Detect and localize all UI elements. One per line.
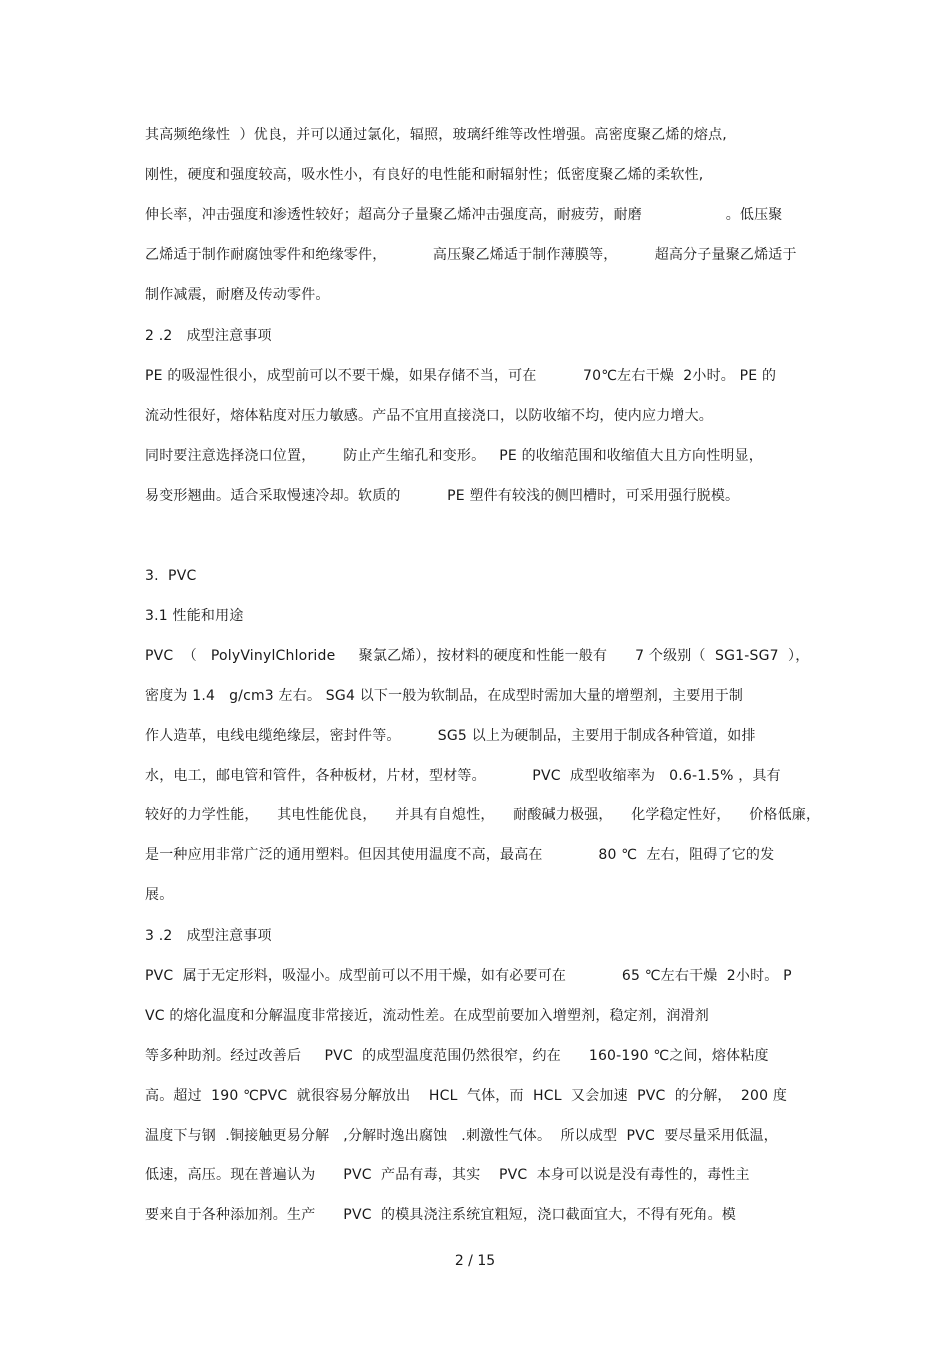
text-line: 等多种助剂。经过改善后 PVC 的成型温度范围仍然很窄，约在 160-190 ℃之间，熔体粘度: [145, 1048, 769, 1064]
text-line: 同时要注意选择浇口位置， 防止产生缩孔和变形。 PE 的收缩范围和收缩值大且方向性明显，: [145, 448, 763, 464]
section-heading: 3 .2 成型注意事项: [145, 928, 272, 944]
text-line: 易变形翘曲。适合采取慢速冷却。软质的 PE 塑件有较浅的侧凹槽时，可采用强行脱模。: [145, 488, 740, 504]
text-line: VC 的熔化温度和分解温度非常接近，流动性差。在成型前要加入增塑剂，稳定剂，润滑剂: [145, 1008, 710, 1024]
text-line: PE 的吸湿性很小，成型前可以不要干燥，如果存储不当，可在 70℃左右干燥 2小时。 PE 的: [145, 368, 777, 384]
text-line: 其高频绝缘性 ）优良，并可以通过氯化，辐照，玻璃纤维等改性增强。高密度聚乙烯的熔点,: [145, 127, 727, 143]
text-line: 水，电工，邮电管和管件，各种板材，片材，型材等。 PVC 成型收缩率为 0.6-1.5% ，具有: [145, 768, 781, 784]
text-line: PVC 属于无定形料，吸湿小。成型前可以不用干燥，如有必要可在 65 ℃左右干燥 2小时。 P: [145, 968, 792, 984]
text-line: 是一种应用非常广泛的通用塑料。但因其使用温度不高，最高在 80 ℃ 左右，阻碍了它的发: [145, 847, 775, 863]
text-line: 伸长率，冲击强度和渗透性较好；超高分子量聚乙烯冲击强度高，耐疲劳，耐磨 。低压聚: [145, 207, 783, 223]
chapter-heading: 3. PVC: [145, 568, 197, 584]
text-line: 制作减震，耐磨及传动零件。: [145, 287, 330, 303]
text-line: 要来自于各种添加剂。生产 PVC 的模具浇注系统宜粗短，浇口截面宜大，不得有死角。模: [145, 1207, 736, 1223]
text-line: 流动性很好，熔体粘度对压力敏感。产品不宜用直接浇口，以防收缩不均，使内应力增大。: [145, 408, 713, 424]
text-line: 温度下与钢 .铜接触更易分解 ,分解时逸出腐蚀 .刺激性气体。 所以成型 PVC 要尽量采用低温，: [145, 1128, 778, 1144]
text-line: 高。超过 190 ℃PVC 就很容易分解放出 HCL 气体，而 HCL 又会加速 PVC 的分解， 200 度: [145, 1088, 788, 1104]
section-heading: 2 .2 成型注意事项: [145, 328, 272, 344]
text-line: 较好的力学性能， 其电性能优良， 并具有自熄性， 耐酸碱力极强， 化学稳定性好， 价格低廉，: [145, 807, 821, 823]
page-number: 2 / 15: [454, 1253, 496, 1269]
text-line: 展。: [145, 887, 174, 903]
text-line: 刚性，硬度和强度较高，吸水性小，有良好的电性能和耐辐射性；低密度聚乙烯的柔软性,: [145, 167, 704, 183]
text-line: 低速，高压。现在普遍认为 PVC 产品有毒，其实 PVC 本身可以说是没有毒性的，毒性主: [145, 1167, 750, 1183]
text-line: 作人造革，电线电缆绝缘层，密封件等。 SG5 以上为硬制品，主要用于制成各种管道，如排: [145, 728, 756, 744]
text-line: PVC （ PolyVinylChloride 聚氯乙烯），按材料的硬度和性能一般有 7 个级别（ SG1-SG7 ），: [145, 648, 810, 664]
text-line: 密度为 1.4 g/cm3 左右。 SG4 以下一般为软制品，在成型时需加大量的增塑剂，主要用于制: [145, 688, 744, 704]
text-line: 乙烯适于制作耐腐蚀零件和绝缘零件， 高压聚乙烯适于制作薄膜等， 超高分子量聚乙烯适于: [145, 247, 797, 263]
section-heading: 3.1 性能和用途: [145, 608, 244, 624]
